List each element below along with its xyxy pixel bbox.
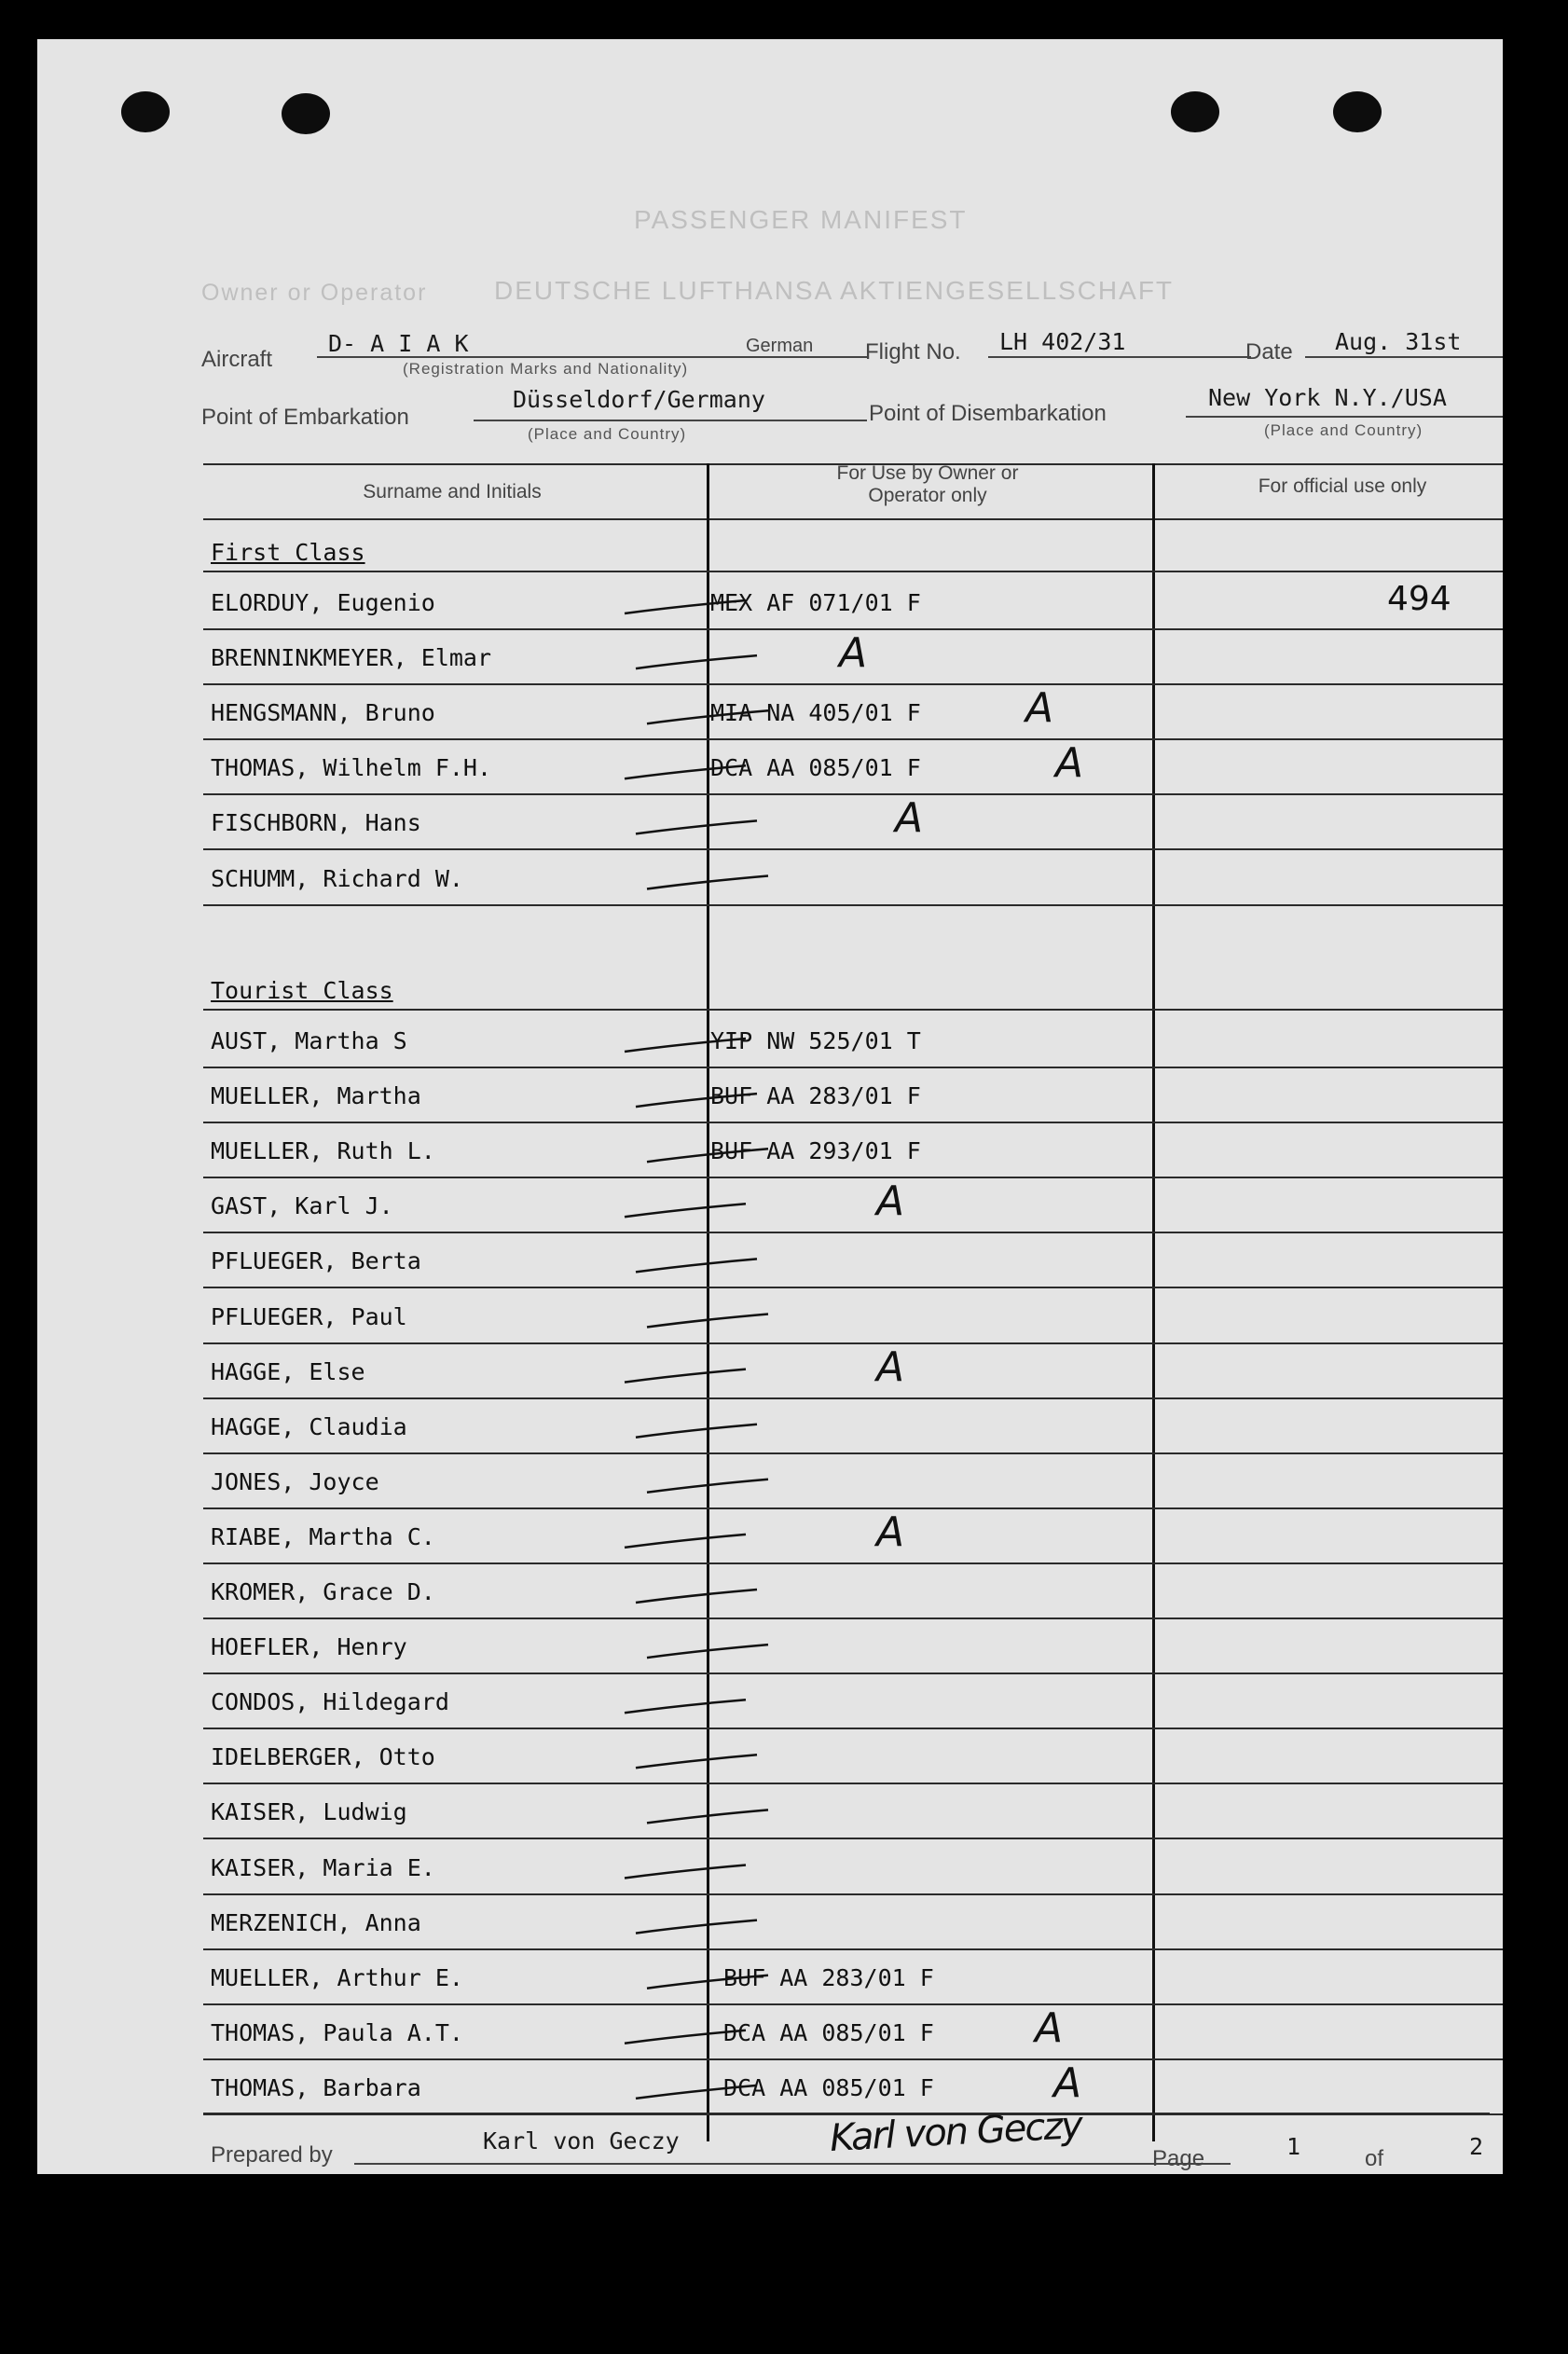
column-header-official-use: For official use only: [1258, 475, 1427, 497]
prepared-by-value: Karl von Geczy: [483, 2127, 680, 2154]
signature: Karl von Geczy: [828, 2103, 1083, 2161]
owner-use-text: For Use by Owner or Operator only: [836, 462, 1019, 506]
passenger-name: PFLUEGER, Paul: [211, 1302, 407, 1330]
aircraft-value: D- A I A K: [328, 330, 469, 357]
prepared-underline: [354, 2163, 1231, 2165]
passenger-name: KAISER, Maria E.: [211, 1853, 435, 1881]
section-tourist-class: Tourist Class: [211, 977, 393, 1004]
check-stroke: [37, 39, 1503, 2174]
date-value: Aug. 31st: [1335, 328, 1462, 355]
passenger-booking-code: DCA AA 085/01 F: [723, 2018, 934, 2046]
passenger-name: MUELLER, Arthur E.: [211, 1963, 463, 1991]
manifest-sheet: [37, 39, 1503, 2174]
passenger-booking-code: YIP NW 525/01 T: [710, 1027, 921, 1054]
passenger-name: FISCHBORN, Hans: [211, 809, 421, 837]
passenger-name: IDELBERGER, Otto: [211, 1743, 435, 1771]
passenger-name: KAISER, Ludwig: [211, 1798, 407, 1826]
passenger-name: THOMAS, Paula A.T.: [211, 2018, 463, 2046]
passenger-name: HOEFLER, Henry: [211, 1633, 407, 1661]
of-value: 2: [1469, 2133, 1484, 2160]
handwritten-mark: A: [1053, 2058, 1082, 2107]
flight-value: LH 402/31: [999, 328, 1126, 355]
disembark-label: Point of Disembarkation: [869, 401, 1107, 426]
passenger-booking-code: DCA AA 085/01 F: [723, 2073, 934, 2101]
disembark-value: New York N.Y./USA: [1208, 384, 1447, 411]
page-label: Page: [1152, 2146, 1205, 2171]
passenger-booking-code: BUF AA 283/01 F: [723, 1963, 934, 1991]
disembark-caption: (Place and Country): [1264, 421, 1424, 439]
section-first-class: First Class: [211, 539, 365, 566]
passenger-name: HAGGE, Claudia: [211, 1412, 407, 1440]
handwritten-mark: A: [1025, 684, 1054, 733]
passenger-name: THOMAS, Wilhelm F.H.: [211, 754, 492, 782]
passenger-name: HENGSMANN, Bruno: [211, 699, 435, 727]
flight-label: Flight No.: [865, 339, 961, 365]
nationality-value: German: [746, 336, 814, 356]
embark-caption: (Place and Country): [528, 425, 687, 443]
handwritten-mark: A: [876, 1177, 905, 1226]
handwritten-mark: A: [876, 1342, 905, 1391]
passenger-name: CONDOS, Hildegard: [211, 1688, 449, 1716]
passenger-booking-code: MIA NA 405/01 F: [710, 699, 921, 727]
footer-rule: [203, 2113, 1490, 2114]
faint-owner-label: Owner or Operator: [201, 280, 428, 306]
handwritten-mark: A: [839, 629, 868, 678]
passenger-name: GAST, Karl J.: [211, 1192, 393, 1220]
passenger-name: MUELLER, Ruth L.: [211, 1137, 435, 1165]
faint-owner-value: DEUTSCHE LUFTHANSA AKTIENGESELLSCHAFT: [494, 276, 1175, 305]
passenger-booking-code: DCA AA 085/01 F: [710, 754, 921, 782]
passenger-name: ELORDUY, Eugenio: [211, 589, 435, 616]
passenger-name: HAGGE, Else: [211, 1357, 365, 1385]
prepared-by-label: Prepared by: [211, 2142, 333, 2168]
passenger-name: BRENNINKMEYER, Elmar: [211, 644, 492, 672]
column-header-surname: Surname and Initials: [363, 481, 542, 502]
passenger-name: MERZENICH, Anna: [211, 1908, 421, 1936]
aircraft-caption: (Registration Marks and Nationality): [403, 360, 689, 378]
passenger-booking-code: BUF AA 283/01 F: [710, 1082, 921, 1110]
passenger-name: MUELLER, Martha: [211, 1082, 421, 1110]
passenger-name: THOMAS, Barbara: [211, 2073, 421, 2101]
embark-value: Düsseldorf/Germany: [513, 386, 765, 413]
handwritten-mark: A: [876, 1507, 905, 1556]
passenger-name: AUST, Martha S: [211, 1027, 407, 1054]
page-value: 1: [1286, 2133, 1301, 2160]
passenger-name: JONES, Joyce: [211, 1467, 379, 1495]
passenger-booking-code: BUF AA 293/01 F: [710, 1137, 921, 1165]
of-label: of: [1365, 2146, 1384, 2171]
handwritten-mark: A: [895, 794, 924, 843]
official-number: 494: [1387, 580, 1451, 618]
passenger-name: SCHUMM, Richard W.: [211, 864, 463, 892]
embark-label: Point of Embarkation: [201, 405, 409, 430]
passenger-name: RIABE, Martha C.: [211, 1522, 435, 1550]
handwritten-mark: A: [1035, 2003, 1064, 2052]
aircraft-label: Aircraft: [201, 347, 273, 372]
handwritten-mark: A: [1055, 739, 1084, 788]
date-label: Date: [1245, 339, 1293, 365]
passenger-booking-code: MEX AF 071/01 F: [710, 589, 921, 616]
passenger-name: KROMER, Grace D.: [211, 1578, 435, 1605]
passenger-name: PFLUEGER, Berta: [211, 1247, 421, 1275]
faint-title: PASSENGER MANIFEST: [634, 205, 968, 234]
